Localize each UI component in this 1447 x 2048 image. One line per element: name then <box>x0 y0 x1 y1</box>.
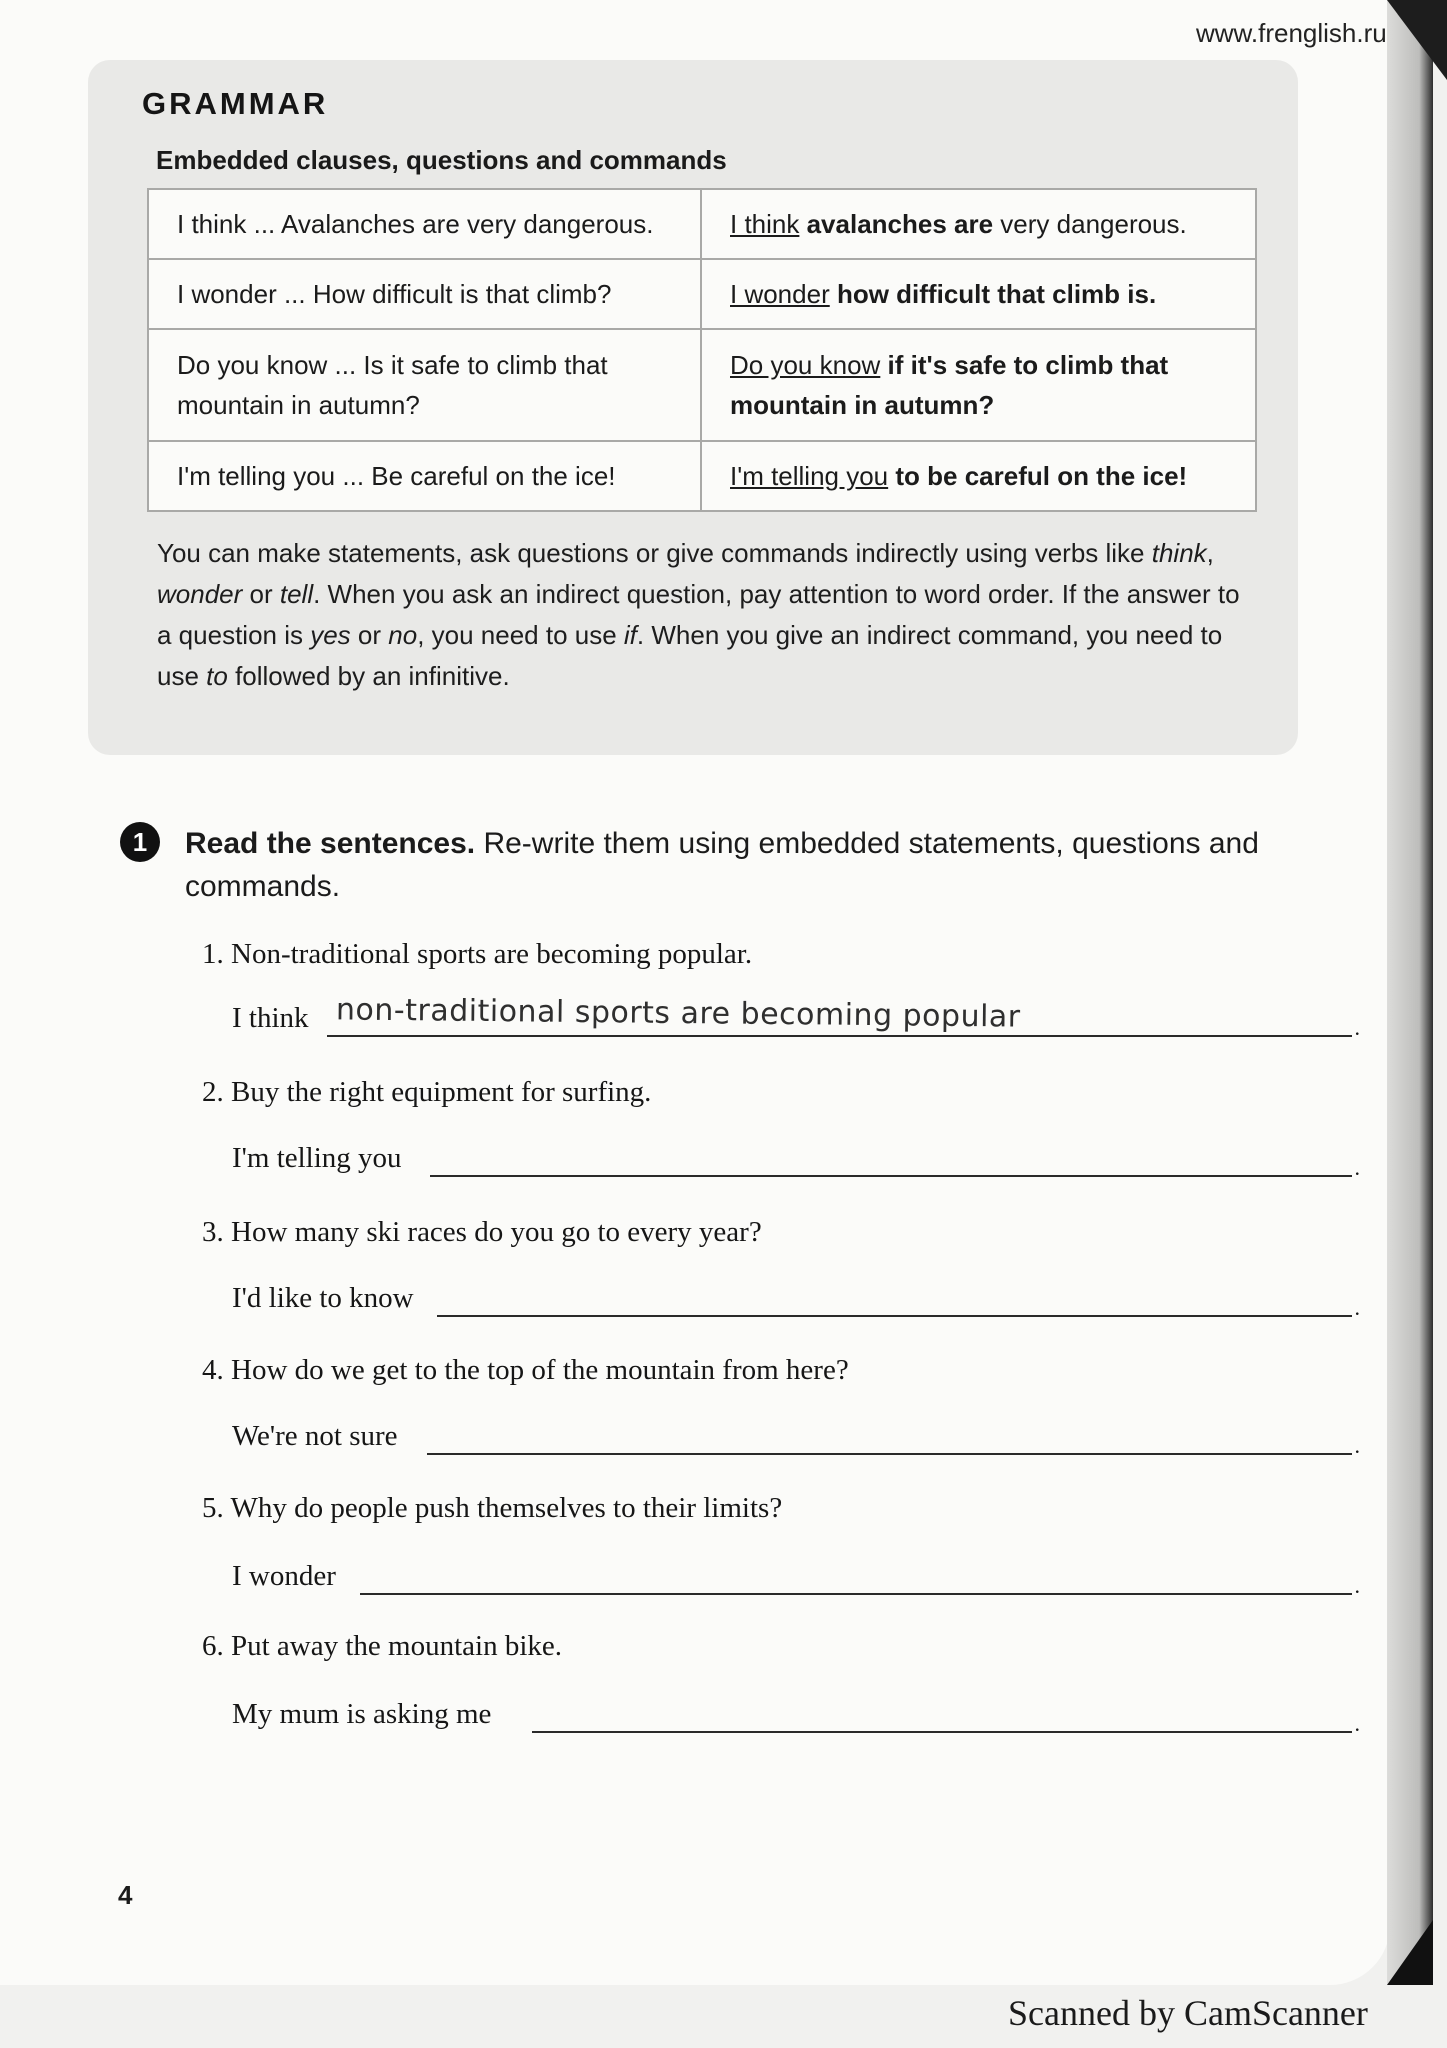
answer-prompt: I'm telling you <box>232 1142 402 1174</box>
answer-prompt: I'd like to know <box>232 1282 414 1314</box>
embedded-intro: I'm telling you <box>730 460 889 491</box>
answer-line[interactable] <box>427 1453 1352 1455</box>
note-keyword: tell <box>279 579 314 609</box>
scan-watermark: Scanned by CamScanner <box>1008 1993 1368 2033</box>
direct-form: Do you know ... Is it safe to climb that mountain in autumn? <box>148 329 701 441</box>
note-text: followed by an infinitive. <box>227 661 510 691</box>
item-number: 2. <box>202 1076 224 1108</box>
exercise-number-badge: 1 <box>120 822 160 862</box>
grammar-row <box>148 329 1256 441</box>
exercise-item <box>202 1630 562 1663</box>
page-edge-shadow <box>1387 0 1433 1985</box>
instruction-lead: Read the sentences. <box>185 827 476 860</box>
embedded-form <box>701 329 1256 441</box>
answer-line[interactable] <box>327 1035 1352 1037</box>
answer-period: . <box>1354 1015 1360 1040</box>
exercise-instruction <box>185 822 1295 908</box>
answer-row <box>232 1135 1382 1183</box>
item-number: 3. <box>202 1216 224 1248</box>
answer-period: . <box>1354 1295 1360 1320</box>
note-text: , <box>1206 538 1214 568</box>
direct-form: I'm telling you ... Be careful on the ice! <box>148 441 701 511</box>
embedded-clause: if it's safe to climb that mountain in autumn? <box>730 349 1169 420</box>
grammar-row <box>148 189 1256 259</box>
answer-prompt: My mum is asking me <box>232 1698 492 1730</box>
item-number: 1. <box>202 938 224 970</box>
answer-row <box>232 1275 1382 1323</box>
item-sentence: How do we get to the top of the mountain from here? <box>231 1354 849 1386</box>
note-text: . When you give an indirect command, you need to use <box>157 620 1223 691</box>
embedded-form <box>701 259 1256 329</box>
answer-prompt: I think <box>232 1002 309 1034</box>
item-sentence: How many ski races do you go to every year? <box>231 1216 762 1248</box>
grammar-row <box>148 441 1256 511</box>
answer-row <box>232 992 1382 1043</box>
note-text: or <box>350 620 389 650</box>
answer-prompt: I wonder <box>232 1560 336 1592</box>
answer-line[interactable] <box>430 1175 1352 1177</box>
item-number: 4. <box>202 1354 224 1386</box>
note-keyword: to <box>206 661 228 691</box>
embedded-plain: very dangerous. <box>993 208 1187 239</box>
note-keyword: no <box>388 620 418 650</box>
embedded-intro: I think <box>730 208 800 239</box>
embedded-clause: avalanches are <box>799 208 994 239</box>
item-sentence: Non-traditional sports are becoming popular. <box>231 938 753 970</box>
direct-form: I wonder ... How difficult is that climb? <box>148 259 701 329</box>
grammar-explanation <box>157 533 1247 697</box>
answer-line[interactable] <box>360 1593 1352 1595</box>
site-url: www.frenglish.ru <box>1196 18 1387 48</box>
item-sentence: Buy the right equipment for surfing. <box>231 1076 652 1108</box>
instruction-rest: Re-write them using embedded statements, questions and commands. <box>185 827 1259 903</box>
grammar-row <box>148 259 1256 329</box>
note-text: . When you ask an indirect question, pay attention to word order. If the answer to a question is <box>157 579 1240 650</box>
item-number: 6. <box>202 1630 224 1662</box>
embedded-form <box>701 441 1256 511</box>
grammar-heading: GRAMMAR <box>142 86 329 121</box>
answer-line[interactable] <box>532 1731 1352 1733</box>
note-text: or <box>242 579 280 609</box>
note-keyword: think <box>1151 538 1207 568</box>
exercise-item <box>202 1354 849 1387</box>
answer-row <box>232 1413 1382 1461</box>
page-number: 4 <box>118 1880 133 1910</box>
answer-row <box>232 1691 1382 1739</box>
embedded-form <box>701 189 1256 259</box>
answer-prompt: We're not sure <box>232 1420 398 1452</box>
note-keyword: if <box>623 620 637 650</box>
exercise-item <box>202 1492 782 1525</box>
answer-period: . <box>1354 1155 1360 1180</box>
exercise-item <box>202 1076 651 1109</box>
item-sentence: Put away the mountain bike. <box>231 1630 563 1662</box>
note-text: You can make statements, ask questions or give commands indirectly using verbs like <box>157 538 1152 568</box>
answer-period: . <box>1354 1433 1360 1458</box>
note-keyword: yes <box>310 620 351 650</box>
item-number: 5. <box>202 1492 224 1524</box>
note-keyword: wonder <box>157 579 243 609</box>
handwritten-answer: non-traditional sports are becoming popular <box>335 992 1021 1035</box>
embedded-clause: to be careful on the ice! <box>888 460 1188 491</box>
embedded-intro: I wonder <box>730 278 830 309</box>
direct-form: I think ... Avalanches are very dangerous. <box>148 189 701 259</box>
item-sentence: Why do people push themselves to their limits? <box>230 1492 783 1524</box>
note-text: , you need to use <box>417 620 624 650</box>
exercise-item <box>202 1216 762 1249</box>
answer-row <box>232 1553 1382 1601</box>
answer-line[interactable] <box>437 1315 1352 1317</box>
exercise-item <box>202 938 752 971</box>
answer-period: . <box>1354 1711 1360 1736</box>
grammar-subheading: Embedded clauses, questions and commands <box>156 145 727 175</box>
answer-period: . <box>1354 1573 1360 1598</box>
embedded-intro: Do you know <box>730 349 881 380</box>
embedded-clause: how difficult that climb is. <box>829 278 1157 309</box>
grammar-table <box>147 188 1257 512</box>
